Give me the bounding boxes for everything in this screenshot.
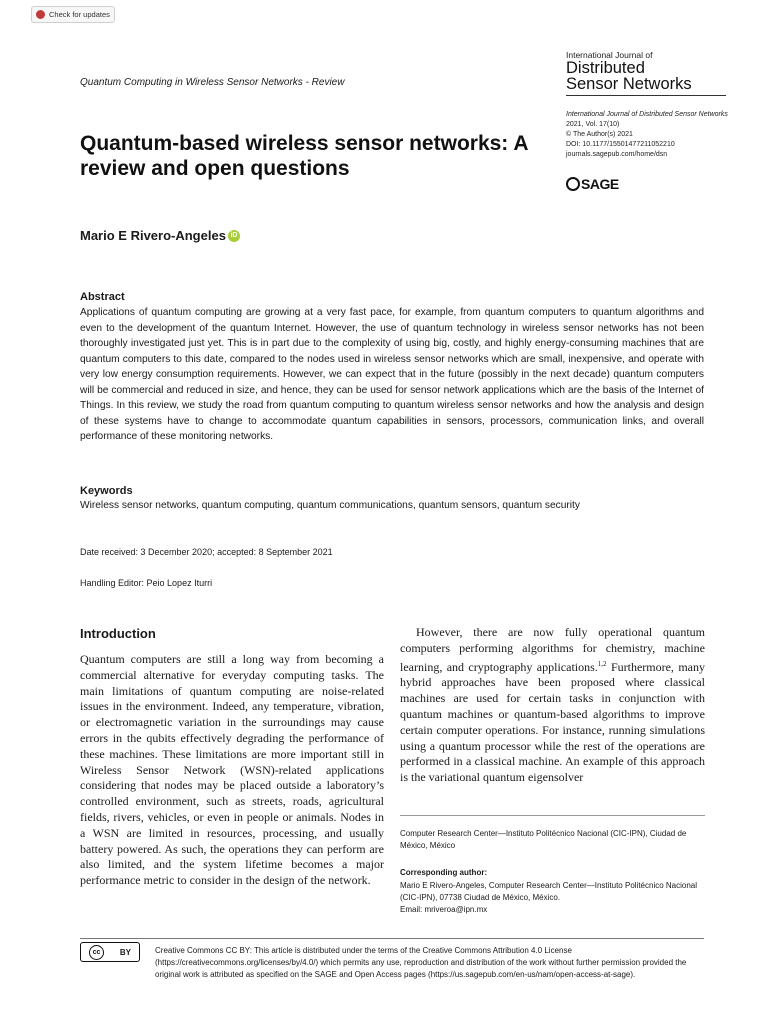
cc-icon: cc bbox=[89, 945, 104, 960]
sage-wordmark: SAGE bbox=[581, 176, 619, 192]
intro-right-text-a: However, there are now fully operational quantum computers performing algorithms for chemistry, machine learning, and cryptography applications. bbox=[400, 625, 705, 674]
footnote-divider bbox=[400, 815, 705, 816]
intro-right-column bbox=[400, 625, 705, 786]
abstract-heading: Abstract bbox=[80, 291, 125, 303]
keywords-heading: Keywords bbox=[80, 485, 133, 497]
date-received: Date received: 3 December 2020; accepted: 8 September 2021 bbox=[80, 547, 333, 557]
article-meta bbox=[566, 110, 736, 160]
introduction-heading: Introduction bbox=[80, 626, 156, 641]
affiliation: Computer Research Center—Instituto Politécnico Nacional (CIC-IPN), Ciudad de México, México bbox=[400, 829, 687, 850]
by-icon: BY bbox=[119, 947, 132, 957]
license-divider bbox=[80, 938, 704, 939]
corresponding-heading: Corresponding author: bbox=[400, 868, 488, 877]
abstract-body: Applications of quantum computing are growing at a very fast pace, for example, from quantum computers to quantum algorithms and even to the development of the quantum Internet. However, the use of quantum technology in wireless sensor networks has not been thoroughly investigated just yet. This is in part due to the complexity of using big, costly, and highly energy-consuming machines that are quantum computers to this date, compared to the nodes used in wireless sensor networks which are small, inexpensive, and operate with very low energy consumption requirements. However, we can expect that in the future (possibly in the next decade) quantum computers will be commercial and reduced in size, and hence, they can be used for sensor network applications which are the basis of the Internet of Things. In this review, we study the road from quantum computing to quantum wireless sensor networks and how the analysis and design of these systems have to change to accommodate quantum capabilities in sensors, processors, communication links, and overall performance of these monitoring networks. bbox=[80, 307, 704, 442]
keywords-body: Wireless sensor networks, quantum computing, quantum communications, quantum sensors, quantum security bbox=[80, 500, 580, 511]
sage-logo bbox=[566, 176, 619, 192]
crossmark-icon bbox=[36, 10, 45, 19]
check-for-updates-label: Check for updates bbox=[49, 10, 110, 19]
paper-title: Quantum-based wireless sensor networks: A review and open questions bbox=[80, 132, 528, 180]
orcid-icon[interactable]: iD bbox=[228, 230, 240, 242]
citation-ref[interactable]: 1,2 bbox=[597, 659, 607, 668]
corresponding-details bbox=[400, 880, 710, 916]
author-line bbox=[80, 228, 240, 243]
meta-url[interactable]: journals.sagepub.com/home/dsn bbox=[566, 151, 668, 158]
meta-copyright: © The Author(s) 2021 bbox=[566, 131, 633, 138]
meta-doi[interactable]: DOI: 10.1177/15501477211052210 bbox=[566, 141, 675, 148]
check-for-updates-badge[interactable] bbox=[31, 6, 115, 23]
author-name[interactable]: Mario E Rivero-Angeles bbox=[80, 228, 226, 243]
journal-prefix: International Journal of bbox=[566, 50, 653, 60]
corresponding-email[interactable]: Email: mriveroa@ipn.mx bbox=[400, 905, 488, 914]
sage-ring-icon bbox=[566, 177, 580, 191]
handling-editor: Handling Editor: Peio Lopez Iturri bbox=[80, 578, 213, 588]
intro-right-text-b: Furthermore, many hybrid approaches have been proposed where classical machines are used for certain tasks in conjunction with quantum machines or quantum-based algorithms to improve certain computer operations. For instance, running simulations using a quantum processor while the rest of the operations are performed in a classical machine. An example of this approach is the variational quantum eigensolver bbox=[400, 659, 705, 785]
meta-journal-name: International Journal of Distributed Sensor Networks bbox=[566, 111, 728, 118]
corresponding-address: Mario E Rivero-Angeles, Computer Research Center—Instituto Politécnico Nacional (CIC-IPN), 07738 Ciudad de México, México. bbox=[400, 881, 698, 902]
meta-volume: 2021, Vol. 17(10) bbox=[566, 121, 620, 128]
running-head: Quantum Computing in Wireless Sensor Networks - Review bbox=[80, 77, 345, 88]
license-text bbox=[80, 945, 710, 981]
journal-line1: Distributed bbox=[566, 59, 645, 77]
journal-logo bbox=[566, 50, 726, 96]
intro-left-column: Quantum computers are still a long way from becoming a commercial alternative for everyday computing tasks. The main limitations of quantum computing are noise-related issues in the environment. Indeed, any temperature, vibration, or electromagnetic variation in the surroundings may cause errors in the qubits effectively degrading the performance of these machines. These limitations are more important still in Wireless Sensor Network (WSN)-related applications considering that nodes may be placed outside a laboratory’s controlled environment, such as streets, roads, agricultural fields, rivers, vehicles, or even in people or animals. Nodes in a WSN are limited in resources, processing, and usually battery powered. As such, the operations they can perform are also limited, and the system lifetime becomes a major performance metric to consider in the design of the network. bbox=[80, 652, 384, 888]
journal-line2: Sensor Networks bbox=[566, 75, 692, 93]
license-body: Creative Commons CC BY: This article is distributed under the terms of the Creative Commons Attribution 4.0 License (https://creativecommons.org/licenses/by/4.0/) which permits any use, reproduction and distribution of the work without further permission provided the original work is attributed as specified on the SAGE and Open Access pages (https://us.sagepub.com/en-us/nam/open-access-at-sage). bbox=[155, 946, 687, 979]
